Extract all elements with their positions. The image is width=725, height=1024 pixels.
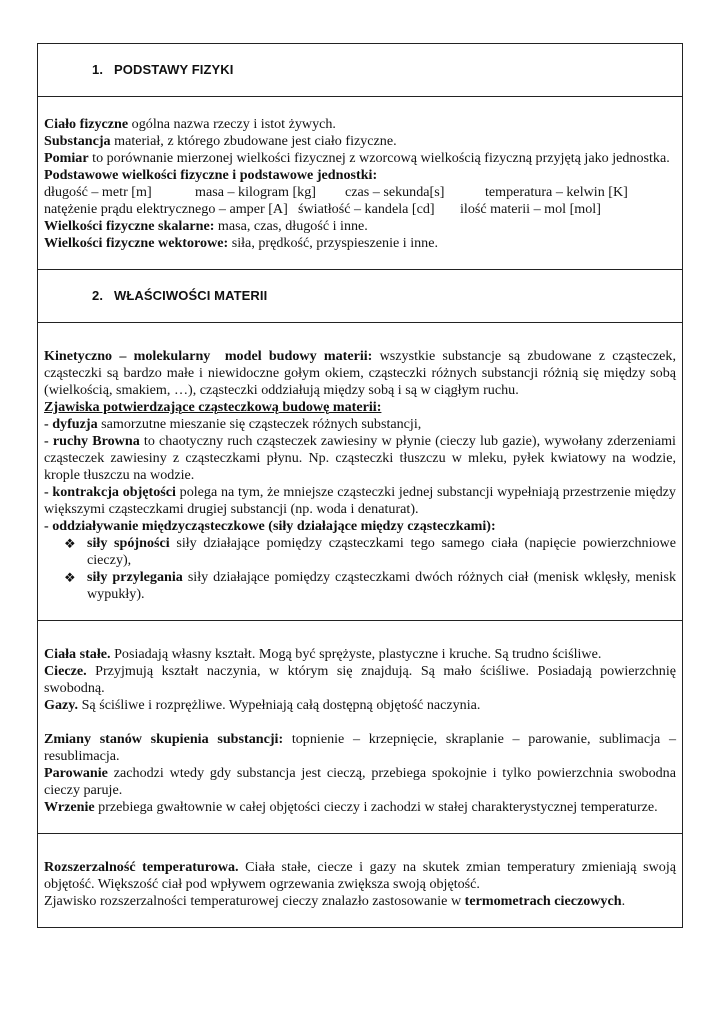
kontrakcja-text: polega na tym, że mniejsze cząsteczki jednej substancji wypełniają przestrzenie między większymi cząsteczkami drugiej substancji (np. woda i denaturat). [44, 484, 676, 517]
section-3-body [38, 621, 683, 834]
pomiar-term: Pomiar [44, 150, 89, 166]
section-2-number: 2. [92, 288, 104, 303]
unit-item: czas – sekunda[s] [345, 184, 445, 200]
browna-text: to chaotyczny ruch cząsteczek zawiesiny w płynie (cieczy lub gazie), wywołany zderzeniami cząsteczek zawiesiny z cząsteczkami płynu. Np. cząsteczki tłuszczu w mleku, pyłek kwiatowy na wodzie, krople tłuszczu na wodzie. [44, 433, 676, 483]
bullet-przylegania [64, 569, 676, 603]
dyfuzja-term: - dyfuzja [44, 416, 98, 432]
units-heading-text: Podstawowe wielkości fizyczne i podstawowe jednostki: [44, 167, 378, 183]
zjawiska-heading [44, 399, 676, 416]
substancja-term: Substancja [44, 133, 111, 149]
termometrach-term: termometrach cieczowych [464, 893, 622, 909]
wrzenie-paragraph [44, 799, 676, 816]
przylegania-term: siły przylegania [87, 569, 183, 585]
browna-paragraph [44, 433, 676, 484]
ciala-stale-term: Ciała stałe. [44, 646, 111, 662]
section-2-heading [92, 288, 676, 303]
zjawiska-heading-text: Zjawiska potwierdzające cząsteczkową budowę materii: [44, 399, 382, 415]
ciecze-paragraph [44, 663, 676, 697]
zjawisko-end: . [621, 893, 626, 909]
skalarne-text: masa, czas, długość i inne. [214, 218, 368, 234]
model-term: Kinetyczno – molekularny model budowy materii: [44, 348, 373, 364]
wrzenie-text: przebiega gwałtownie w całej objętości cieczy i zachodzi w stałej charakterystycznej temperaturze. [94, 799, 658, 815]
section-2-body-row [38, 323, 683, 621]
rozszerzalnosc-text: Ciała stałe, ciecze i gazy na skutek zmian temperatury zmieniają swoją objętość. Większość ciał pod wpływem ogrzewania zwiększa swoją objętość. [44, 859, 676, 892]
bullet-spojnosci [64, 535, 676, 569]
diamond-bullet-icon: ❖ [64, 570, 76, 585]
cialo-fizyczne-text: ogólna nazwa rzeczy i istot żywych. [128, 116, 336, 132]
model-paragraph [44, 348, 676, 399]
unit-item: ilość materii – mol [mol] [460, 201, 601, 217]
dyfuzja-paragraph [44, 416, 676, 433]
content-table [37, 43, 683, 928]
cialo-fizyczne-term: Ciało fizyczne [44, 116, 129, 132]
ciecze-text: Przyjmują kształt naczynia, w którym się znajdują. Są mało ściśliwe. Posiadają powierzchnię swobodną. [44, 663, 676, 696]
substancja-text: materiał, z którego zbudowane jest ciało fizyczne. [110, 133, 397, 149]
section-3-row [38, 621, 683, 834]
unit-item: natężenie prądu elektrycznego – amper [A] [44, 201, 288, 217]
pomiar-paragraph [44, 150, 676, 167]
browna-term: - ruchy Browna [44, 433, 140, 449]
kontrakcja-term: - kontrakcja objętości [44, 484, 176, 500]
units-row-2 [44, 201, 676, 218]
gazy-text: Są ściśliwe i rozprężliwe. Wypełniają całą dostępną objętość naczynia. [78, 697, 481, 713]
section-2-title: WŁAŚCIWOŚCI MATERII [114, 288, 268, 303]
wektorowe-paragraph [44, 235, 676, 252]
skalarne-paragraph [44, 218, 676, 235]
unit-item: długość – metr [m] [44, 184, 152, 200]
document-page [37, 43, 683, 928]
unit-item: masa – kilogram [kg] [195, 184, 316, 200]
rozszerzalnosc-paragraph [44, 859, 676, 893]
zmiany-term: Zmiany stanów skupienia substancji: [44, 731, 284, 747]
gazy-paragraph [44, 697, 676, 714]
pomiar-text: to porównanie mierzonej wielkości fizycznej z wzorcową wielkością fizyczną przyjętą jako jednostka. [88, 150, 670, 166]
ciecze-term: Ciecze. [44, 663, 87, 679]
section-1-body-row [38, 97, 683, 270]
ciala-stale-paragraph [44, 646, 676, 663]
cialo-fizyczne-paragraph [44, 116, 676, 133]
gazy-term: Gazy. [44, 697, 79, 713]
section-4-body [38, 834, 683, 928]
section-1-heading [92, 62, 676, 77]
bullet-spojnosci-text [87, 535, 676, 569]
parowanie-text: zachodzi wtedy gdy substancja jest cieczą, przebiega spokojnie i tylko powierzchnia swobodna cieczy paruje. [44, 765, 676, 798]
kontrakcja-paragraph [44, 484, 676, 518]
substancja-paragraph [44, 133, 676, 150]
parowanie-paragraph [44, 765, 676, 799]
section-2-body [38, 323, 683, 621]
spojnosci-term: siły spójności [87, 535, 170, 551]
unit-item: temperatura – kelwin [K] [485, 184, 628, 200]
skalarne-term: Wielkości fizyczne skalarne: [44, 218, 215, 234]
parowanie-term: Parowanie [44, 765, 108, 781]
section-1-heading-cell [38, 44, 683, 97]
oddzialywanie-heading [44, 518, 676, 535]
zmiany-text: topnienie – krzepnięcie, skraplanie – parowanie, sublimacja – resublimacja. [44, 731, 676, 764]
diamond-bullet-icon: ❖ [64, 536, 76, 551]
section-1-body [38, 97, 683, 270]
rozszerzalnosc-term: Rozszerzalność temperaturowa. [44, 859, 239, 875]
przylegania-text: siły działające pomiędzy cząsteczkami dwóch różnych ciał (menisk wklęsły, menisk wypukły). [87, 569, 676, 602]
model-text: wszystkie substancje są zbudowane z cząsteczek, cząsteczki są bardzo małe i niewidoczne gołym okiem, cząsteczki różnych substancji różnią się między sobą (wielkością, smakiem, …), cząsteczki oddziałują między sobą i są w ciągłym ruchu. [44, 348, 676, 398]
wrzenie-term: Wrzenie [44, 799, 95, 815]
units-row-1 [44, 184, 676, 201]
wektorowe-text: siła, prędkość, przyspieszenie i inne. [228, 235, 438, 251]
zjawisko-text: Zjawisko rozszerzalności temperaturowej cieczy znalazło zastosowanie w [44, 893, 465, 909]
section-1-title: PODSTAWY FIZYKI [114, 62, 234, 77]
zjawisko-paragraph [44, 893, 676, 910]
section-4-row [38, 834, 683, 928]
section-1-number: 1. [92, 62, 104, 77]
ciala-stale-text: Posiadają własny kształt. Mogą być sprężyste, plastyczne i kruche. Są trudno ściśliwe. [110, 646, 602, 662]
spojnosci-text: siły działające pomiędzy cząsteczkami tego samego ciała (napięcie powierzchniowe cieczy), [87, 535, 676, 568]
dyfuzja-text: samorzutne mieszanie się cząsteczek różnych substancji, [97, 416, 422, 432]
units-heading [44, 167, 676, 184]
zmiany-paragraph [44, 731, 676, 765]
paragraph-gap [44, 714, 676, 731]
section-2-heading-cell [38, 270, 683, 323]
unit-item: światłość – kandela [cd] [298, 201, 435, 217]
wektorowe-term: Wielkości fizyczne wektorowe: [44, 235, 229, 251]
section-2-heading-row [38, 270, 683, 323]
bullet-przylegania-text [87, 569, 676, 603]
section-1-heading-row [38, 44, 683, 97]
oddzialywanie-heading-text: - oddziaływanie międzycząsteczkowe (siły działające między cząsteczkami): [44, 518, 496, 534]
